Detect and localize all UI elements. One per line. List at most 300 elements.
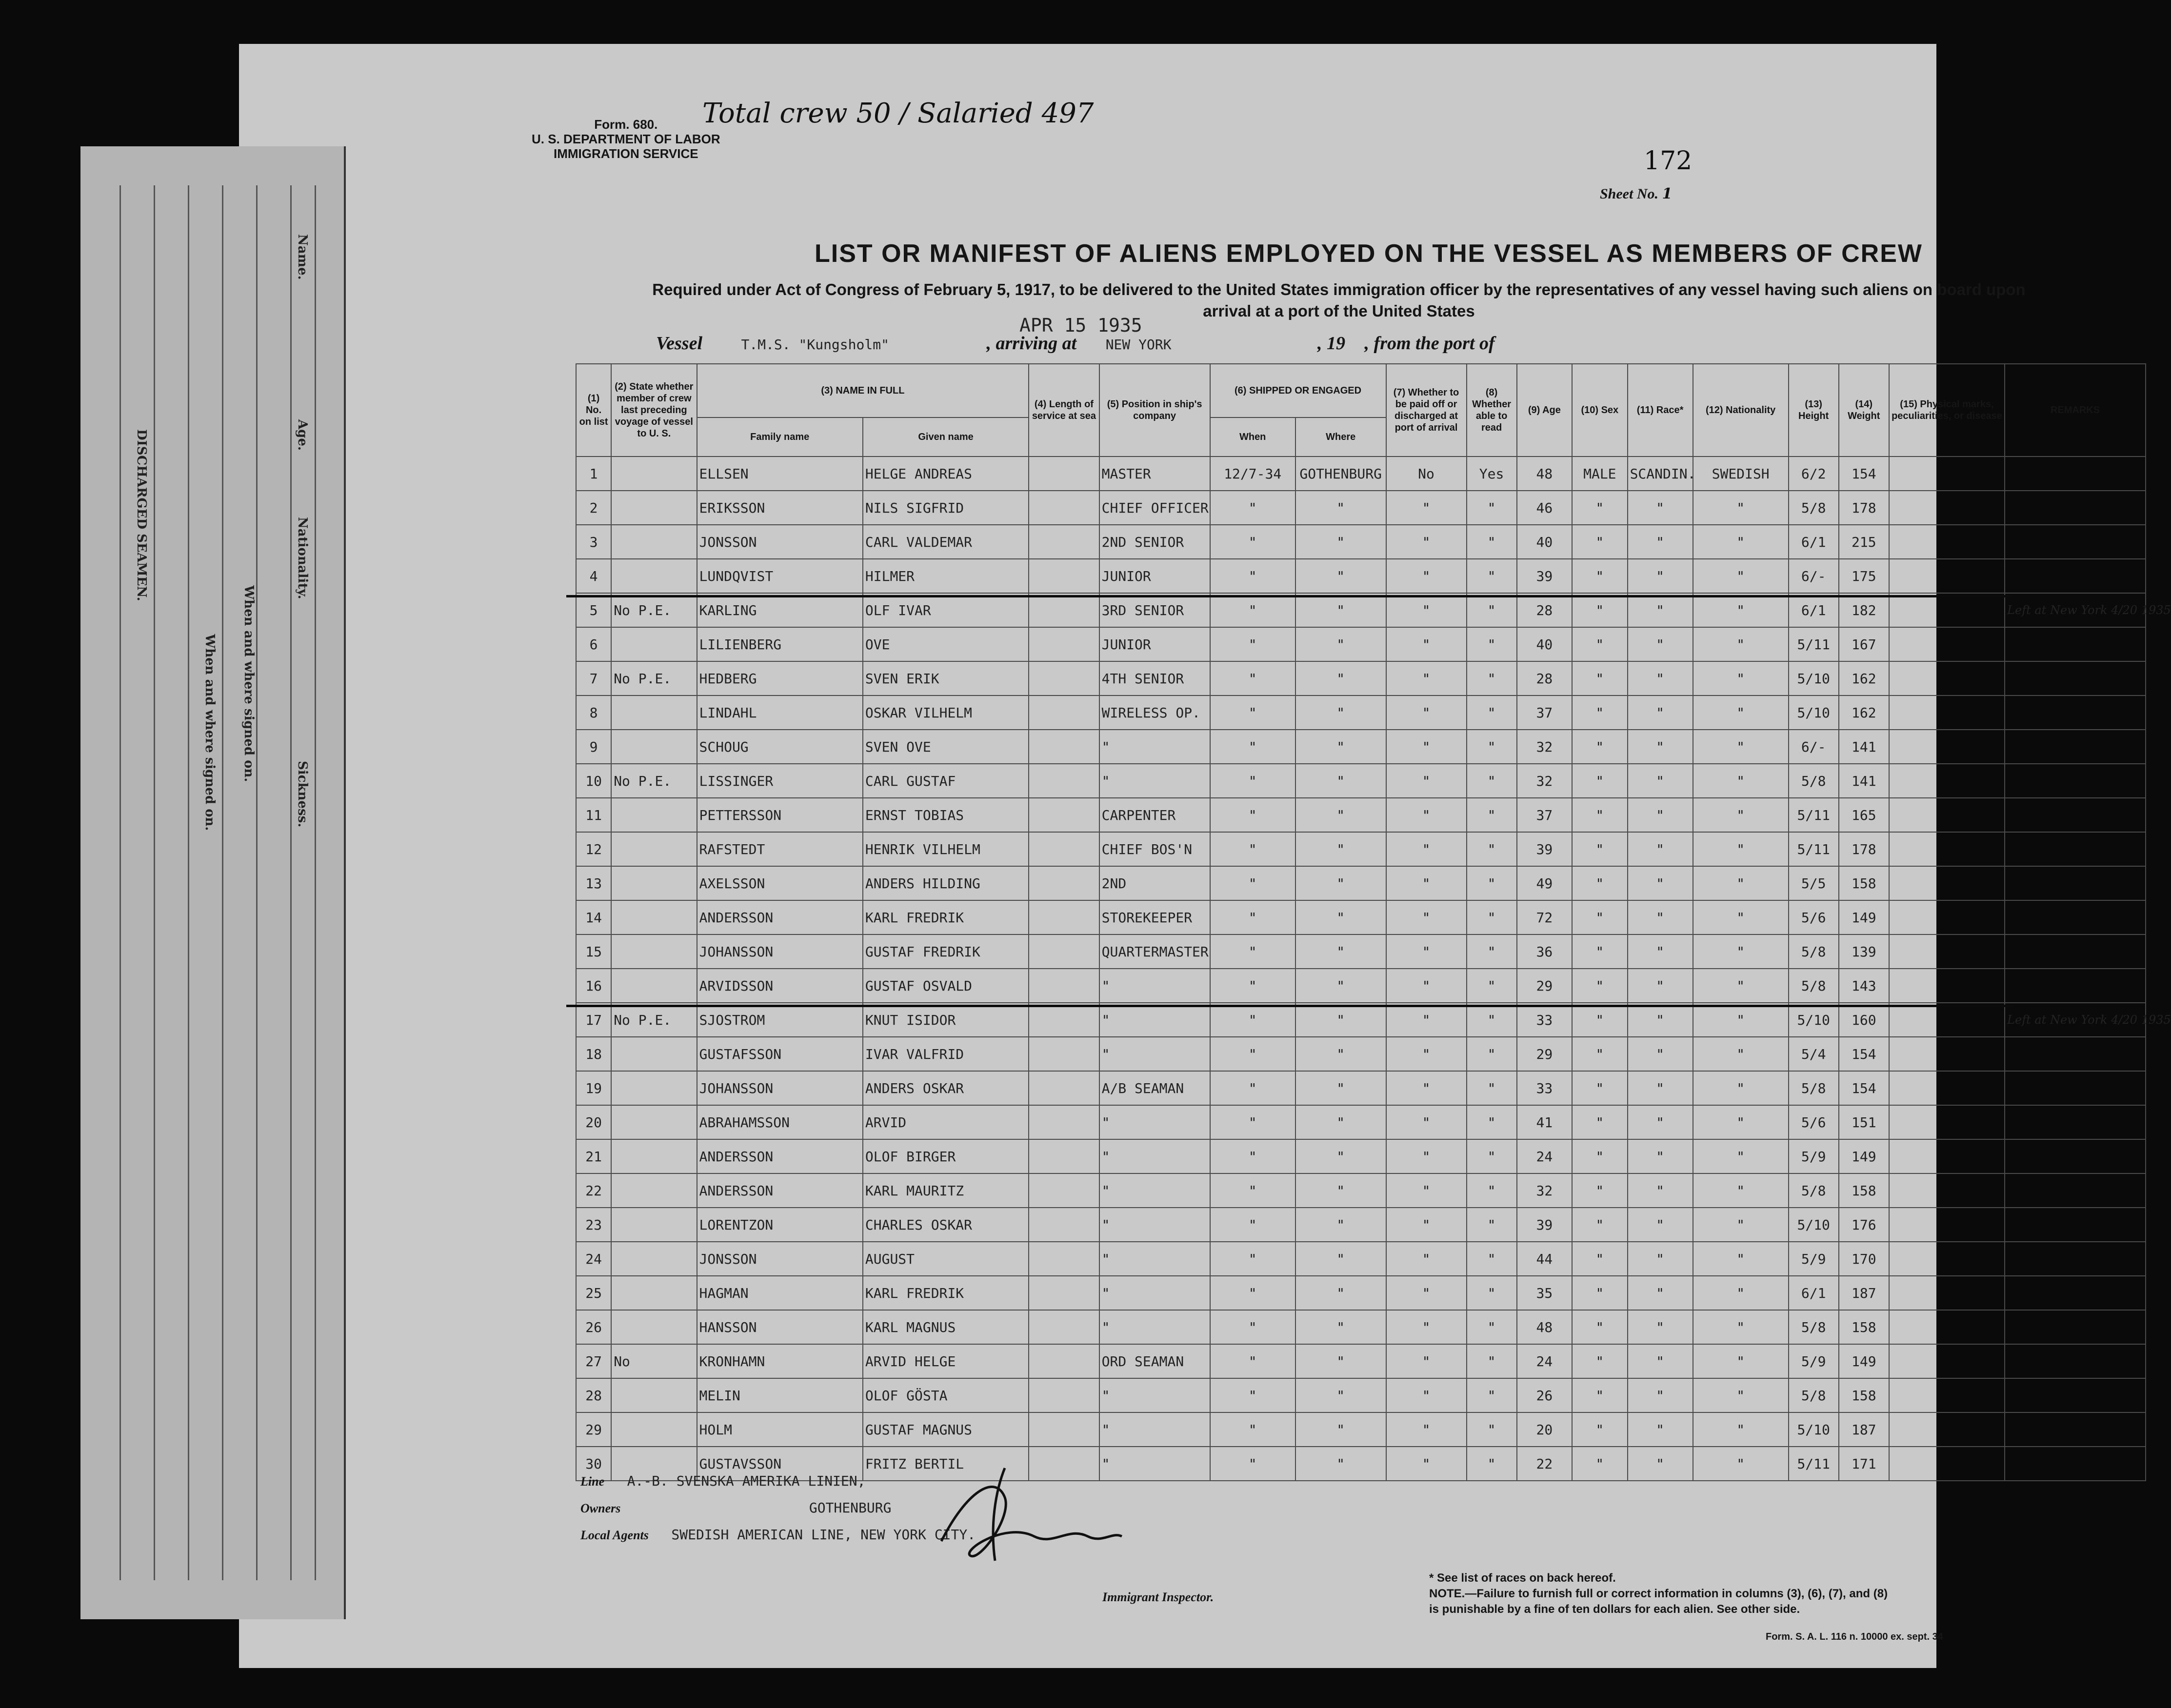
cell-position: ": [1099, 1447, 1210, 1481]
cell-family: HOLM: [697, 1412, 863, 1447]
cell-paid: ": [1386, 1310, 1467, 1344]
stub-col-name: Name.: [295, 234, 310, 280]
cell-paid: ": [1386, 1173, 1467, 1208]
cell-family: JOHANSSON: [697, 934, 863, 969]
cell-sex: ": [1572, 1447, 1627, 1481]
cell-read: ": [1467, 1037, 1517, 1071]
crew-table: [576, 363, 2171, 1481]
cell-read: ": [1467, 969, 1517, 1003]
cell-remarks: [2005, 627, 2146, 661]
cell-empty: [1889, 1105, 2005, 1139]
cell-given: HENRIK VILHELM: [863, 832, 1029, 866]
cell-remarks: [2005, 730, 2146, 764]
cell-position: 2ND SENIOR: [1099, 525, 1210, 559]
cell-family: RAFSTEDT: [697, 832, 863, 866]
cell-age: 24: [1517, 1139, 1572, 1173]
cell-height: 5/4: [1789, 1037, 1839, 1071]
cell-position: WIRELESS OP.: [1099, 695, 1210, 730]
cell-when: ": [1210, 1378, 1295, 1412]
cell-age: 22: [1517, 1447, 1572, 1481]
cell-where: ": [1295, 798, 1386, 832]
cell-when: ": [1210, 1003, 1295, 1037]
cell-position: 4TH SENIOR: [1099, 661, 1210, 695]
cell-prev: No: [611, 1344, 697, 1378]
cell-where: ": [1295, 559, 1386, 593]
cell-when: ": [1210, 525, 1295, 559]
cell-position: QUARTERMASTER: [1099, 934, 1210, 969]
cell-prev: [611, 1378, 697, 1412]
cell-nat: ": [1693, 627, 1789, 661]
stub-grid: [120, 185, 315, 1580]
cell-empty: [1029, 1037, 1099, 1071]
vessel-label: Vessel: [656, 333, 702, 354]
cell-family: ANDERSSON: [697, 900, 863, 934]
cell-prev: [611, 1139, 697, 1173]
cell-where: ": [1295, 969, 1386, 1003]
cell-remarks: [2005, 1310, 2146, 1344]
cell-remarks: [2005, 1139, 2146, 1173]
cell-age: 41: [1517, 1105, 1572, 1139]
cell-no: 30: [576, 1447, 611, 1481]
cell-nat: ": [1693, 1105, 1789, 1139]
cell-remarks: Left at New York 4/20 1935: [2005, 1003, 2146, 1037]
form-code: Form. S. A. L. 116 n. 10000 ex. sept. 34: [1766, 1631, 1943, 1642]
cell-race: ": [1628, 1378, 1693, 1412]
cell-prev: [611, 866, 697, 900]
cell-given: ANDERS HILDING: [863, 866, 1029, 900]
cell-sex: ": [1572, 661, 1627, 695]
cell-given: CARL GUSTAF: [863, 764, 1029, 798]
cell-empty: [1029, 491, 1099, 525]
cell-no: 21: [576, 1139, 611, 1173]
cell-given: SVEN OVE: [863, 730, 1029, 764]
cell-no: 16: [576, 969, 611, 1003]
cell-race: ": [1628, 1003, 1693, 1037]
cell-read: ": [1467, 730, 1517, 764]
cell-empty: [1889, 934, 2005, 969]
header-length-of-service: (4) Length of service at sea: [1029, 364, 1099, 457]
cell-age: 72: [1517, 900, 1572, 934]
cell-remarks: [2005, 457, 2146, 491]
cell-position: CHIEF BOS'N: [1099, 832, 1210, 866]
cell-sex: ": [1572, 491, 1627, 525]
cell-read: ": [1467, 1003, 1517, 1037]
cell-height: 5/11: [1789, 627, 1839, 661]
cell-family: AXELSSON: [697, 866, 863, 900]
cell-sex: ": [1572, 593, 1627, 627]
cell-family: LILIENBERG: [697, 627, 863, 661]
cell-empty: [1889, 764, 2005, 798]
cell-remarks: [2005, 1276, 2146, 1310]
form-number: Form. 680.: [594, 117, 658, 132]
cell-age: 40: [1517, 525, 1572, 559]
cell-no: 22: [576, 1173, 611, 1208]
cell-when: ": [1210, 491, 1295, 525]
cell-family: ERIKSSON: [697, 491, 863, 525]
cell-weight: 158: [1839, 1310, 1889, 1344]
cell-where: ": [1295, 695, 1386, 730]
agents-field: [580, 1527, 976, 1543]
cell-empty: [1889, 1310, 2005, 1344]
cell-position: 3RD SENIOR: [1099, 593, 1210, 627]
cell-age: 29: [1517, 969, 1572, 1003]
cell-sex: ": [1572, 1276, 1627, 1310]
cell-empty: [1889, 1139, 2005, 1173]
cell-height: 6/2: [1789, 457, 1839, 491]
cell-prev: [611, 1412, 697, 1447]
cell-paid: ": [1386, 1378, 1467, 1412]
cell-when: ": [1210, 1242, 1295, 1276]
cell-no: 8: [576, 695, 611, 730]
cell-nat: ": [1693, 1447, 1789, 1481]
cell-empty: [1889, 1412, 2005, 1447]
cell-empty: [1029, 1378, 1099, 1412]
cell-family: JOHANSSON: [697, 1071, 863, 1105]
cell-nat: ": [1693, 1037, 1789, 1071]
cell-where: ": [1295, 627, 1386, 661]
cell-given: HELGE ANDREAS: [863, 457, 1029, 491]
cell-age: 37: [1517, 695, 1572, 730]
cell-remarks: [2005, 832, 2146, 866]
cell-nat: ": [1693, 1173, 1789, 1208]
cell-empty: [1029, 1139, 1099, 1173]
cell-race: SCANDIN.: [1628, 457, 1693, 491]
cell-sex: MALE: [1572, 457, 1627, 491]
cell-read: ": [1467, 1208, 1517, 1242]
cell-height: 5/11: [1789, 1447, 1839, 1481]
cell-empty: [1029, 1310, 1099, 1344]
cell-weight: 158: [1839, 866, 1889, 900]
cell-race: ": [1628, 1242, 1693, 1276]
cell-weight: 151: [1839, 1105, 1889, 1139]
cell-prev: [611, 900, 697, 934]
cell-empty: [1889, 900, 2005, 934]
cell-race: ": [1628, 764, 1693, 798]
cell-empty: [1889, 1071, 2005, 1105]
cell-age: 37: [1517, 798, 1572, 832]
table-row: [576, 934, 2146, 969]
cell-paid: ": [1386, 1037, 1467, 1071]
cell-age: 32: [1517, 730, 1572, 764]
cell-sex: ": [1572, 1037, 1627, 1071]
cell-paid: ": [1386, 559, 1467, 593]
cell-paid: ": [1386, 627, 1467, 661]
cell-remarks: [2005, 491, 2146, 525]
cell-given: KARL MAGNUS: [863, 1310, 1029, 1344]
cell-read: ": [1467, 1412, 1517, 1447]
cell-family: LUNDQVIST: [697, 559, 863, 593]
cell-family: LORENTZON: [697, 1208, 863, 1242]
cell-age: 20: [1517, 1412, 1572, 1447]
cell-race: ": [1628, 1071, 1693, 1105]
table-row: [576, 1003, 2146, 1037]
cell-race: ": [1628, 1310, 1693, 1344]
cell-given: FRITZ BERTIL: [863, 1447, 1029, 1481]
cell-position: ": [1099, 1037, 1210, 1071]
cell-prev: [611, 1071, 697, 1105]
cell-empty: [1029, 1208, 1099, 1242]
header-physical-marks: (15) Physical marks, peculiarities, or disease: [1889, 364, 2005, 457]
cell-no: 23: [576, 1208, 611, 1242]
cell-paid: ": [1386, 1071, 1467, 1105]
footnote: [1429, 1570, 1888, 1617]
cell-paid: ": [1386, 661, 1467, 695]
cell-paid: ": [1386, 1276, 1467, 1310]
cell-race: ": [1628, 1344, 1693, 1378]
cell-no: 24: [576, 1242, 611, 1276]
cell-position: A/B SEAMAN: [1099, 1071, 1210, 1105]
cell-no: 26: [576, 1310, 611, 1344]
form-header: [532, 117, 720, 161]
cell-position: ": [1099, 1310, 1210, 1344]
footnote-races: * See list of races on back hereof.: [1429, 1571, 1616, 1585]
header-name-in-full: (3) NAME IN FULL: [697, 364, 1029, 417]
cell-sex: ": [1572, 559, 1627, 593]
cell-when: ": [1210, 1310, 1295, 1344]
cell-family: SCHOUG: [697, 730, 863, 764]
cell-where: ": [1295, 1412, 1386, 1447]
cell-read: ": [1467, 1139, 1517, 1173]
cell-prev: No P.E.: [611, 661, 697, 695]
cell-race: ": [1628, 593, 1693, 627]
cell-read: ": [1467, 764, 1517, 798]
cell-empty: [1889, 661, 2005, 695]
cell-family: ANDERSSON: [697, 1139, 863, 1173]
cell-sex: ": [1572, 1139, 1627, 1173]
cell-paid: ": [1386, 1003, 1467, 1037]
cell-age: 46: [1517, 491, 1572, 525]
cell-where: ": [1295, 1173, 1386, 1208]
cell-where: ": [1295, 1208, 1386, 1242]
cell-where: ": [1295, 934, 1386, 969]
cell-position: ": [1099, 1412, 1210, 1447]
cell-where: ": [1295, 1037, 1386, 1071]
cell-when: ": [1210, 866, 1295, 900]
stub-heading: DISCHARGED SEAMEN.: [134, 429, 149, 601]
cell-age: 39: [1517, 1208, 1572, 1242]
cell-remarks: [2005, 1447, 2146, 1481]
cell-paid: ": [1386, 525, 1467, 559]
cell-weight: 154: [1839, 1037, 1889, 1071]
cell-empty: [1029, 1003, 1099, 1037]
cell-empty: [1029, 1242, 1099, 1276]
cell-when: ": [1210, 1208, 1295, 1242]
cell-family: ABRAHAMSSON: [697, 1105, 863, 1139]
strike-line: [566, 1005, 2014, 1007]
cell-empty: [1029, 832, 1099, 866]
cell-family: HEDBERG: [697, 661, 863, 695]
cell-age: 40: [1517, 627, 1572, 661]
cell-height: 5/10: [1789, 695, 1839, 730]
cell-sex: ": [1572, 1378, 1627, 1412]
cell-weight: 167: [1839, 627, 1889, 661]
cell-position: 2ND: [1099, 866, 1210, 900]
cell-height: 5/8: [1789, 491, 1839, 525]
cell-paid: ": [1386, 1412, 1467, 1447]
cell-race: ": [1628, 491, 1693, 525]
header-height: (13) Height: [1789, 364, 1839, 457]
cell-age: 32: [1517, 1173, 1572, 1208]
page-title: LIST OR MANIFEST OF ALIENS EMPLOYED ON THE VESSEL AS MEMBERS OF CREW: [815, 239, 1923, 268]
cell-weight: 149: [1839, 1344, 1889, 1378]
cell-remarks: [2005, 1412, 2146, 1447]
cell-given: KARL MAURITZ: [863, 1173, 1029, 1208]
cell-race: ": [1628, 695, 1693, 730]
agents-value: SWEDISH AMERICAN LINE, NEW YORK CITY.: [671, 1527, 976, 1543]
cell-height: 6/-: [1789, 730, 1839, 764]
cell-weight: 162: [1839, 695, 1889, 730]
cell-empty: [1889, 798, 2005, 832]
cell-given: IVAR VALFRID: [863, 1037, 1029, 1071]
cell-position: ": [1099, 1208, 1210, 1242]
cell-given: OLOF BIRGER: [863, 1139, 1029, 1173]
cell-nat: ": [1693, 695, 1789, 730]
cell-sex: ": [1572, 695, 1627, 730]
sheet-number-field: [1600, 185, 1672, 202]
cell-family: PETTERSSON: [697, 798, 863, 832]
owners-label: Owners: [580, 1501, 621, 1515]
cell-position: JUNIOR: [1099, 559, 1210, 593]
cell-height: 5/9: [1789, 1242, 1839, 1276]
cell-race: ": [1628, 1276, 1693, 1310]
cell-race: ": [1628, 798, 1693, 832]
cell-when: ": [1210, 832, 1295, 866]
cell-given: GUSTAF FREDRIK: [863, 934, 1029, 969]
cell-when: ": [1210, 1139, 1295, 1173]
cell-empty: [1889, 593, 2005, 627]
cell-when: ": [1210, 1344, 1295, 1378]
cell-age: 36: [1517, 934, 1572, 969]
cell-weight: 154: [1839, 457, 1889, 491]
year-label: , 19: [1317, 333, 1346, 354]
cell-nat: ": [1693, 1003, 1789, 1037]
table-row: [576, 525, 2146, 559]
cell-given: ANDERS OSKAR: [863, 1071, 1029, 1105]
cell-where: ": [1295, 1071, 1386, 1105]
cell-empty: [1029, 866, 1099, 900]
header-age: (9) Age: [1517, 364, 1572, 457]
cell-empty: [1889, 695, 2005, 730]
cell-empty: [1889, 491, 2005, 525]
cell-position: JUNIOR: [1099, 627, 1210, 661]
cell-given: AUGUST: [863, 1242, 1029, 1276]
cell-no: 2: [576, 491, 611, 525]
cell-weight: 178: [1839, 832, 1889, 866]
cell-read: ": [1467, 1276, 1517, 1310]
cell-family: KRONHAMN: [697, 1344, 863, 1378]
cell-height: 5/8: [1789, 969, 1839, 1003]
cell-race: ": [1628, 969, 1693, 1003]
cell-family: ARVIDSSON: [697, 969, 863, 1003]
cell-read: Yes: [1467, 457, 1517, 491]
cell-age: 29: [1517, 1037, 1572, 1071]
cell-no: 14: [576, 900, 611, 934]
cell-given: GUSTAF OSVALD: [863, 969, 1029, 1003]
cell-given: OLF IVAR: [863, 593, 1029, 627]
cell-race: ": [1628, 832, 1693, 866]
table-row: [576, 1412, 2146, 1447]
cell-prev: [611, 1173, 697, 1208]
cell-family: GUSTAFSSON: [697, 1037, 863, 1071]
cell-read: ": [1467, 491, 1517, 525]
cell-remarks: [2005, 1344, 2146, 1378]
cell-given: CARL VALDEMAR: [863, 525, 1029, 559]
cell-remarks: [2005, 866, 2146, 900]
cell-remarks: [2005, 798, 2146, 832]
cell-where: ": [1295, 1242, 1386, 1276]
header-weight: (14) Weight: [1839, 364, 1889, 457]
line-value: A.-B. SVENSKA AMERIKA LINIEN,: [627, 1473, 866, 1489]
cell-nat: ": [1693, 1378, 1789, 1412]
cell-sex: ": [1572, 1173, 1627, 1208]
cell-no: 28: [576, 1378, 611, 1412]
cell-prev: [611, 1105, 697, 1139]
header-nationality: (12) Nationality: [1693, 364, 1789, 457]
cell-given: HILMER: [863, 559, 1029, 593]
crew-table-body: [576, 457, 2171, 1481]
cell-no: 27: [576, 1344, 611, 1378]
cell-where: ": [1295, 1139, 1386, 1173]
arriving-label: , arriving at: [986, 333, 1077, 354]
cell-no: 12: [576, 832, 611, 866]
table-row: [576, 969, 2146, 1003]
cell-age: 28: [1517, 593, 1572, 627]
cell-no: 4: [576, 559, 611, 593]
cell-no: 13: [576, 866, 611, 900]
vessel-name: T.M.S. "Kungsholm": [741, 337, 889, 353]
cell-weight: 149: [1839, 1139, 1889, 1173]
cell-race: ": [1628, 934, 1693, 969]
cell-weight: 158: [1839, 1378, 1889, 1412]
cell-weight: 149: [1839, 900, 1889, 934]
cell-where: ": [1295, 593, 1386, 627]
cell-prev: [611, 525, 697, 559]
cell-empty: [1889, 1003, 2005, 1037]
owners-value: GOTHENBURG: [809, 1500, 892, 1516]
cell-when: ": [1210, 1037, 1295, 1071]
cell-position: STOREKEEPER: [1099, 900, 1210, 934]
stub-col-signed-off: When and where signed on.: [202, 634, 217, 831]
cell-race: ": [1628, 1412, 1693, 1447]
table-row: [576, 627, 2146, 661]
header-family-name: Family name: [697, 417, 863, 457]
cell-race: ": [1628, 525, 1693, 559]
cell-prev: [611, 491, 697, 525]
header-able-to-read: (8) Whether able to read: [1467, 364, 1517, 457]
cell-empty: [1029, 1071, 1099, 1105]
cell-position: ": [1099, 1139, 1210, 1173]
cell-read: ": [1467, 1105, 1517, 1139]
cell-weight: 154: [1839, 1071, 1889, 1105]
cell-nat: ": [1693, 764, 1789, 798]
cell-weight: 165: [1839, 798, 1889, 832]
cell-prev: [611, 1276, 697, 1310]
cell-height: 5/10: [1789, 1412, 1839, 1447]
cell-position: ": [1099, 1276, 1210, 1310]
strike-line: [566, 595, 2014, 597]
cell-empty: [1889, 969, 2005, 1003]
cell-position: ": [1099, 1173, 1210, 1208]
cell-prev: [611, 1037, 697, 1071]
header-previous-voyage: (2) State whether member of crew last preceding voyage of vessel to U. S.: [611, 364, 697, 457]
cell-prev: [611, 798, 697, 832]
table-row: [576, 798, 2146, 832]
table-row: [576, 695, 2146, 730]
cell-family: HAGMAN: [697, 1276, 863, 1310]
cell-when: ": [1210, 1071, 1295, 1105]
cell-paid: ": [1386, 900, 1467, 934]
cell-paid: ": [1386, 1447, 1467, 1481]
